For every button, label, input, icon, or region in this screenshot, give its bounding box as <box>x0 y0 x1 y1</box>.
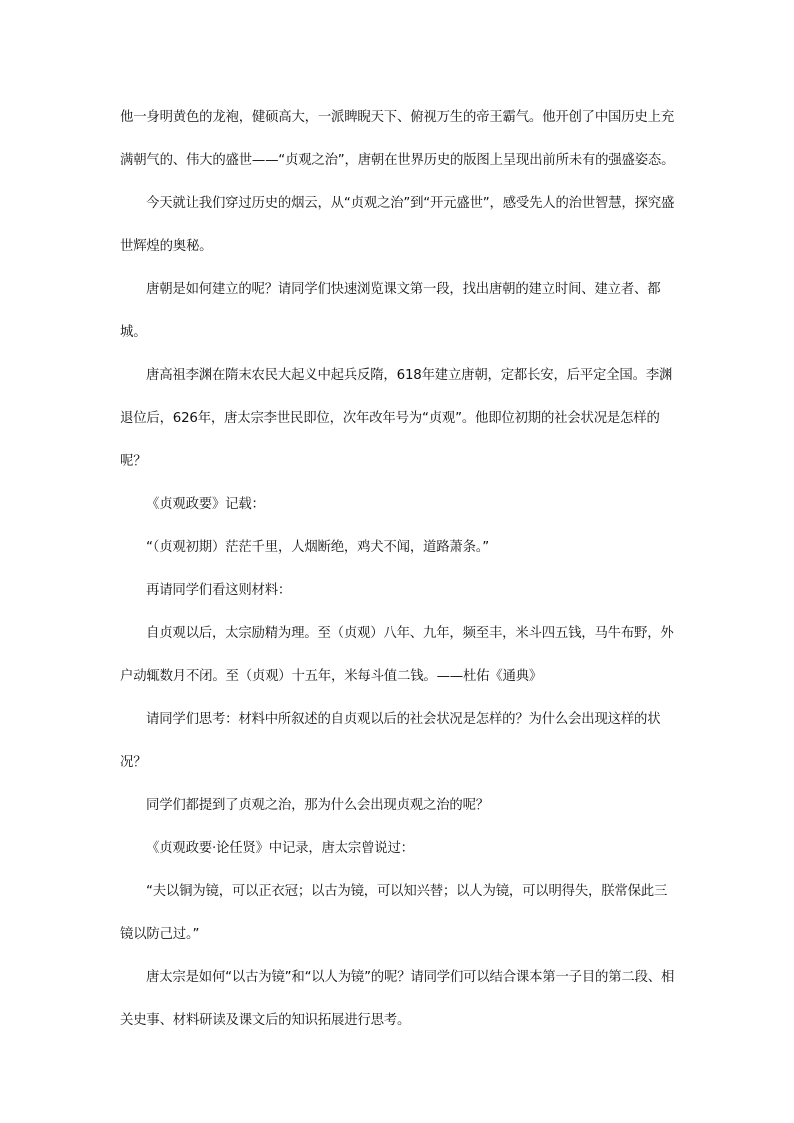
document-body <box>120 96 675 1042</box>
paragraph-11: 《贞观政要·论任贤》中记录，唐太宗曾说过： <box>146 841 414 856</box>
paragraph-5: 《贞观政要》记载： <box>146 497 265 512</box>
paragraph-8: 自贞观以后，太宗励精为理。至（贞观）八年、九年，频至丰，米斗四五钱，马牛布野，外户动辄数月不闭。至（贞观）十五年，米每斗值二钱。——杜佑《通典》 <box>120 626 674 684</box>
paragraph-10: 同学们都提到了贞观之治，那为什么会出现贞观之治的呢？ <box>146 798 489 813</box>
paragraph-7: 再请同学们看这则材料： <box>146 583 292 598</box>
paragraph-4: 唐高祖李渊在隋末农民大起义中起兵反隋，618年建立唐朝，定都长安，后平定全国。李渊退位后，626年，唐太宗李世民即位，次年改年号为“贞观”。他即位初期的社会状况是怎样的呢？ <box>120 368 673 469</box>
paragraph-12: “夫以铜为镜，可以正衣冠；以古为镜，可以知兴替；以人为镜，可以明得失，朕常保此三镜以防己过。” <box>120 884 668 942</box>
paragraph-13: 唐太宗是如何“以古为镜”和“以人为镜”的呢？请同学们可以结合课本第一子目的第二段、相关史事、材料研读及课文后的知识拓展进行思考。 <box>120 970 675 1028</box>
paragraph-2: 今天就让我们穿过历史的烟云，从“贞观之治”到“开元盛世”，感受先人的治世智慧，探究盛世辉煌的奥秘。 <box>120 196 675 254</box>
paragraph-9: 请同学们思考：材料中所叙述的自贞观以后的社会状况是怎样的？为什么会出现这样的状况？ <box>120 712 661 770</box>
paragraph-6: “（贞观初期）茫茫千里，人烟断绝，鸡犬不闻，道路萧条。” <box>146 540 490 555</box>
paragraph-1: 他一身明黄色的龙袍，健硕高大，一派睥睨天下、俯视万生的帝王霸气。他开创了中国历史上充满朝气的、伟大的盛世——“贞观之治”，唐朝在世界历史的版图上呈现出前所未有的强盛姿态。 <box>120 110 675 168</box>
paragraph-3: 唐朝是如何建立的呢？请同学们快速浏览课文第一段，找出唐朝的建立时间、建立者、都城。 <box>120 282 661 340</box>
